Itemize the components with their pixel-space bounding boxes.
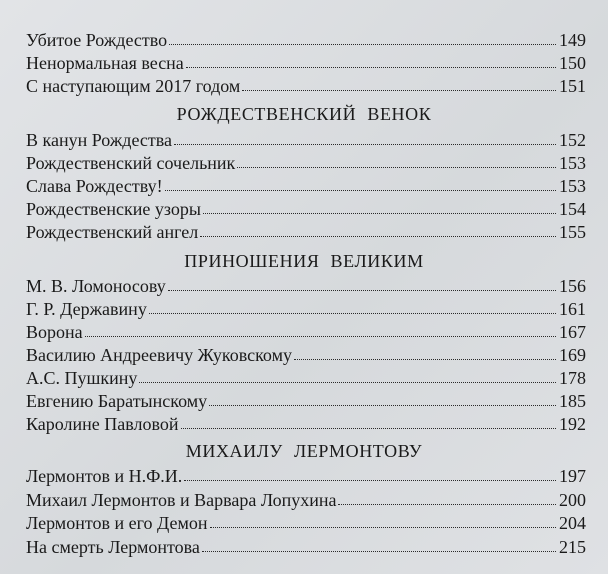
dot-leader [85, 336, 556, 337]
toc-entry[interactable] [26, 412, 586, 434]
toc-entry-page: 197 [559, 466, 586, 486]
dot-leader [181, 428, 557, 429]
dot-leader [200, 236, 556, 237]
toc-entry-title: Каролине Павловой [26, 414, 179, 434]
toc-entry[interactable] [26, 464, 586, 486]
toc-entry-title: Михаил Лермонтов и Варвара Лопухина [26, 490, 337, 510]
toc-entry[interactable] [26, 28, 586, 50]
toc-entry-title: М. В. Ломоносову [26, 276, 166, 296]
dot-leader [165, 190, 556, 191]
section-heading: МИХАИЛУ ЛЕРМОНТОВУ [185, 441, 423, 461]
toc-entry-title: Евгению Баратынскому [26, 391, 208, 411]
toc-entry[interactable] [26, 128, 586, 150]
toc-entry-page: 150 [559, 53, 586, 73]
toc-entry-title: Ворона [26, 322, 83, 342]
toc-entry[interactable] [26, 74, 586, 96]
toc-entry[interactable] [26, 535, 586, 557]
toc-entry[interactable] [26, 511, 586, 533]
toc-entry[interactable] [26, 174, 586, 196]
dot-leader [168, 290, 556, 291]
toc-entry-page: 178 [559, 368, 586, 388]
section-heading: ПРИНОШЕНИЯ ВЕЛИКИМ [184, 251, 424, 271]
toc-entry-title: Лермонтов и его Демон [26, 513, 208, 533]
toc-entry[interactable] [26, 366, 586, 388]
dot-leader [210, 527, 556, 528]
dot-leader [209, 405, 556, 406]
toc-entry-page: 161 [559, 299, 586, 319]
toc-entry-page: 215 [559, 537, 586, 557]
toc-entry[interactable] [26, 197, 586, 219]
toc-entry-title: Рождественский ангел [26, 222, 199, 242]
toc-entry[interactable] [26, 220, 586, 242]
toc-entry[interactable] [26, 389, 586, 411]
toc-entry-title: На смерть Лермонтова [26, 537, 200, 557]
toc-entry-title: С наступающим 2017 годом [26, 76, 241, 96]
toc-entry[interactable] [26, 343, 586, 365]
toc-entry-page: 154 [559, 199, 586, 219]
dot-leader [186, 67, 556, 68]
toc-entry-page: 185 [559, 391, 586, 411]
dot-leader [202, 551, 556, 552]
toc-entry-page: 204 [559, 513, 586, 533]
toc-entry-title: Убитое Рождество [26, 30, 168, 50]
toc-entry-title: Рождественские узоры [26, 199, 201, 219]
toc-entry[interactable] [26, 488, 586, 510]
toc-entry-page: 153 [559, 153, 586, 173]
toc-entry-page: 192 [559, 414, 586, 434]
toc-entry[interactable] [26, 151, 586, 173]
toc-entry-page: 156 [559, 276, 586, 296]
dot-leader [237, 167, 556, 168]
toc-entry[interactable] [26, 297, 586, 319]
toc-entry-page: 153 [559, 176, 586, 196]
toc-entry[interactable] [26, 320, 586, 342]
toc-entry-page: 149 [559, 30, 586, 50]
toc-entry-title: Лермонтов и Н.Ф.И. [26, 466, 183, 486]
dot-leader [184, 480, 556, 481]
dot-leader [203, 213, 556, 214]
toc-entry-page: 152 [559, 130, 586, 150]
toc-entry[interactable] [26, 51, 586, 73]
toc-entry-title: Г. Р. Державину [26, 299, 147, 319]
toc-entry-title: В канун Рождества [26, 130, 172, 150]
dot-leader [338, 504, 556, 505]
toc-entry-title: А.С. Пушкину [26, 368, 138, 388]
toc-entry-title: Василию Андреевичу Жуковскому [26, 345, 292, 365]
toc-entry-title: Слава Рождеству! [26, 176, 163, 196]
toc-entry-title: Рождественский сочельник [26, 153, 236, 173]
toc-entry-page: 155 [559, 222, 586, 242]
dot-leader [242, 90, 556, 91]
dot-leader [149, 313, 556, 314]
dot-leader [169, 44, 556, 45]
toc-entry-page: 151 [559, 76, 586, 96]
toc-entry-page: 169 [559, 345, 586, 365]
dot-leader [174, 144, 556, 145]
toc-entry-page: 167 [559, 322, 586, 342]
toc-entry-page: 200 [559, 490, 586, 510]
dot-leader [294, 359, 556, 360]
dot-leader [139, 382, 556, 383]
toc-entry-title: Ненормальная весна [26, 53, 184, 73]
toc-entry[interactable] [26, 274, 586, 296]
section-heading: РОЖДЕСТВЕНСКИЙ ВЕНОК [176, 104, 432, 124]
